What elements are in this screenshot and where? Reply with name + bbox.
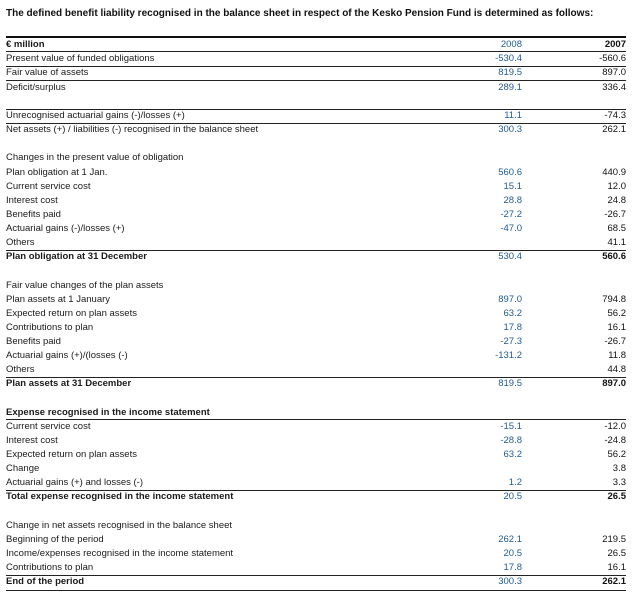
table-row: Plan assets at 1 January 897.0 794.8 bbox=[6, 294, 626, 305]
table-row: Actuarial gains (+)/(losses (-) -131.2 11.8 bbox=[6, 350, 626, 361]
table-row: Benefits paid -27.3 -26.7 bbox=[6, 336, 626, 347]
table-row: Actuarial gains (-)/losses (+) -47.0 68.5 bbox=[6, 223, 626, 234]
table-row: Actuarial gains (+) and losses (-) 1.2 3.3 bbox=[6, 477, 626, 488]
year-2008-header: 2008 bbox=[500, 39, 522, 50]
table-row: Plan obligation at 1 Jan. 560.6 440.9 bbox=[6, 167, 626, 178]
table-row: Interest cost 28.8 24.8 bbox=[6, 195, 626, 206]
table-row: Present value of funded obligations -530.4 -560.6 bbox=[6, 53, 626, 64]
table-row: Income/expenses recognised in the income statement 20.5 26.5 bbox=[6, 548, 626, 559]
table-row: Current service cost 15.1 12.0 bbox=[6, 181, 626, 192]
table-row: Contributions to plan 17.8 16.1 bbox=[6, 562, 626, 573]
section-heading: Change in net assets recognised in the balance sheet bbox=[6, 520, 233, 531]
table-row: Deficit/surplus 289.1 336.4 bbox=[6, 82, 626, 93]
table-row: Unrecognised actuarial gains (-)/losses (+) 11.1 -74.3 bbox=[6, 110, 626, 121]
total-row: Plan assets at 31 December 819.5 897.0 bbox=[6, 378, 626, 389]
table-bottom-rule bbox=[6, 590, 626, 591]
section-heading: Expense recognised in the income statement bbox=[6, 407, 210, 418]
year-2007-header: 2007 bbox=[604, 39, 626, 50]
table-row: Change 3.8 bbox=[6, 463, 626, 474]
table-row: Others 41.1 bbox=[6, 237, 626, 248]
total-row: Plan obligation at 31 December 530.4 560.6 bbox=[6, 251, 626, 262]
table-row: Benefits paid -27.2 -26.7 bbox=[6, 209, 626, 220]
total-row: End of the period 300.3 262.1 bbox=[6, 576, 626, 587]
section-heading: Changes in the present value of obligation bbox=[6, 152, 184, 163]
table-row: Net assets (+) / liabilities (-) recognised in the balance sheet 300.3 262.1 bbox=[6, 124, 626, 135]
table-row: Contributions to plan 17.8 16.1 bbox=[6, 322, 626, 333]
table-row: Beginning of the period 262.1 219.5 bbox=[6, 534, 626, 545]
table-title: The defined benefit liability recognised in the balance sheet in respect of the Kesko Pension Fund is determined as follows: bbox=[6, 8, 594, 19]
unit-label: € million bbox=[6, 39, 45, 50]
table-row: Current service cost -15.1 -12.0 bbox=[6, 421, 626, 432]
table-row: Others 44.8 bbox=[6, 364, 626, 375]
table-row: Fair value of assets 819.5 897.0 bbox=[6, 67, 626, 78]
table-row: Expected return on plan assets 63.2 56.2 bbox=[6, 308, 626, 319]
table-row: Expected return on plan assets 63.2 56.2 bbox=[6, 449, 626, 460]
table-row: Interest cost -28.8 -24.8 bbox=[6, 435, 626, 446]
total-row: Total expense recognised in the income statement 20.5 26.5 bbox=[6, 491, 626, 502]
header-row bbox=[6, 38, 626, 52]
section-heading: Fair value changes of the plan assets bbox=[6, 280, 164, 291]
